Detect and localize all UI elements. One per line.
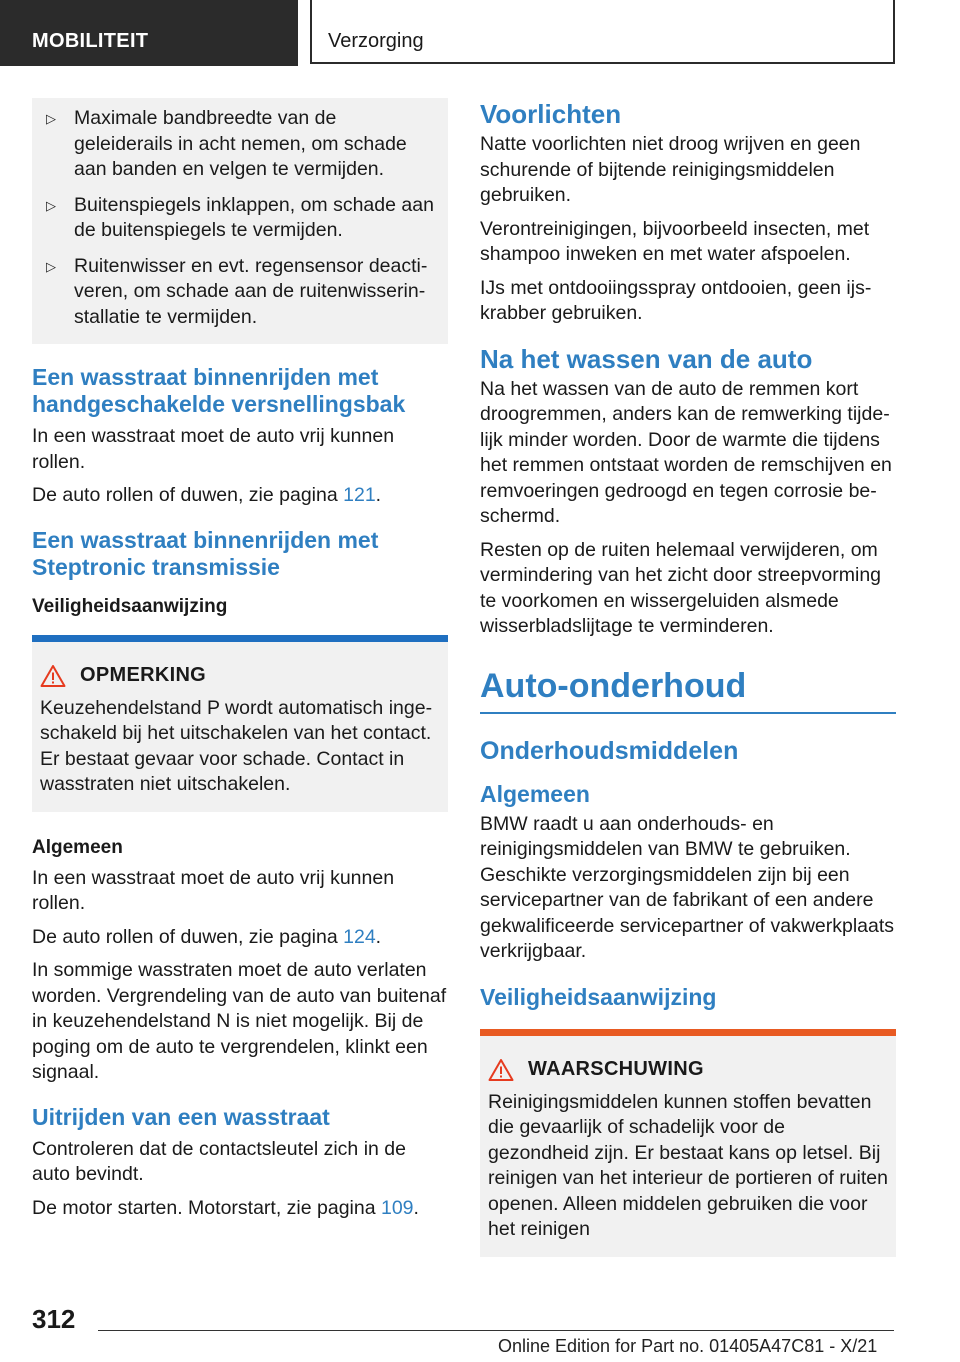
paragraph: Na het wassen van de auto de remmen kort droogremmen, anders kan de remwerking tijdelijk minder worden. Door de warmte die tijdens het remmen ontstaat worden de remschijven en remvoeringen gedroogd en tegen corrosie beschermd. xyxy=(480,377,892,527)
bullet-list xyxy=(32,98,448,344)
chapter-tab: Verzorging xyxy=(310,0,895,64)
warning-label: WAARSCHUWING xyxy=(528,1058,704,1080)
page-footer xyxy=(0,1290,960,1362)
paragraph: De motor starten. Motorstart, zie pagina 109. xyxy=(32,1196,419,1219)
heading-headlights: Voorlichten xyxy=(480,99,622,129)
list-item-text: Ruitenwisser en evt. regensensor deactiveren, om schade aan de ruitenwisserinstallatie te vermijden. xyxy=(74,254,428,328)
paragraph: Controleren dat de contactsleutel zich in de auto bevindt. xyxy=(32,1137,406,1185)
edition-text: Online Edition for Part no. 01405A47C81 - X/21 xyxy=(498,1336,878,1356)
page-header xyxy=(0,0,960,66)
paragraph: De auto rollen of duwen, zie pagina 121. xyxy=(32,484,382,506)
warning-text: Reinigingsmiddelen kunnen stoffen bevatten die gevaarlijk of schadelijk voor de gezondheid zijn. Er bestaat kans op letsel. Bij reinigen van het interieur de portieren of ruiten openen. Alleen middelen gebruiken die voor het reinigen xyxy=(488,1090,888,1240)
list-item xyxy=(46,254,434,331)
notice-label: OPMERKING xyxy=(80,664,207,686)
heading-general: Algemeen xyxy=(480,780,590,807)
right-column xyxy=(480,98,896,1281)
heading-safety: Veiligheidsaanwijzing xyxy=(32,595,228,617)
heading-steptronic: Een wasstraat binnenrijden met Steptronic transmissie xyxy=(32,526,379,580)
triangle-right-icon: ▷ xyxy=(46,111,56,126)
paragraph: Natte voorlichten niet droog wrijven en geen schurende of bijtende reinigingsmiddelen gebruiken. xyxy=(480,133,861,206)
warning-triangle-icon xyxy=(40,664,66,688)
notice-header xyxy=(32,642,448,696)
heading-care-products: Onderhoudsmiddelen xyxy=(480,736,739,765)
warning-triangle-icon xyxy=(488,1058,514,1082)
list-item-text: Maximale bandbreedte van de geleiderails in acht nemen, om schade aan banden en velgen te vermijden. xyxy=(74,107,407,180)
paragraph: In een wasstraat moet de auto vrij kunnen rollen. xyxy=(32,425,395,473)
triangle-right-icon: ▷ xyxy=(46,197,56,213)
left-column xyxy=(32,98,448,1229)
paragraph: IJs met ontdooiingsspray ontdooien, geen ijskrabber gebruiken. xyxy=(480,276,872,324)
heading-exit-carwash: Uitrijden van een wasstraat xyxy=(32,1103,330,1130)
page-link-121[interactable]: 121 xyxy=(343,484,376,506)
paragraph: BMW raadt u aan onderhouds- en reinigingsmiddelen van BMW te gebruiken. Geschikte verzorgingsmiddelen zijn bij een servicepartner van de fabrikant of een andere gekwalificeerde servicepartner of vakwerkplaats verkrijgbaar. xyxy=(480,812,895,962)
notice-bar xyxy=(32,635,448,642)
page-link-109[interactable]: 109 xyxy=(380,1196,414,1219)
paragraph: In sommige wasstraten moet de auto verlaten worden. Vergrendeling van de auto van buitenaf in keuzehendelstand N is niet mogelijk. Bij de poging om de auto te vergrendelen, klinkt een signaal. xyxy=(32,959,447,1083)
footer-divider xyxy=(98,1330,894,1331)
warning-bar xyxy=(480,1029,896,1036)
list-item xyxy=(46,106,434,183)
paragraph: De auto rollen of duwen, zie pagina 124. xyxy=(32,925,382,948)
warning-header xyxy=(480,1036,896,1090)
paragraph: Resten op de ruiten helemaal verwijderen, om vermindering van het zicht door streepvorming te voorkomen en wissergeluiden alsmede wisserbladslijtage te verminderen. xyxy=(480,538,882,637)
heading-manual-transmission: Een wasstraat binnenrijden met handgeschakelde versnellingsbak xyxy=(32,364,406,417)
notice-text: Keuzehendelstand P wordt automatisch ingeschakeld bij het uitschakelen van het contact. Er bestaat gevaar voor schade. Contact in wasstraten niet uitschakelen. xyxy=(40,696,433,795)
list-item-text: Buitenspiegels inklappen, om schade aan de buitenspiegels te vermijden. xyxy=(74,193,434,241)
list-item xyxy=(46,193,434,244)
paragraph: In een wasstraat moet de auto vrij kunnen rollen. xyxy=(32,866,395,914)
heading-car-care: Auto-onderhoud xyxy=(480,666,896,714)
section-tab: MOBILITEIT xyxy=(0,0,298,66)
heading-safety: Veiligheidsaanwijzing xyxy=(480,983,717,1010)
page-link-124[interactable]: 124 xyxy=(343,925,376,948)
warning-box xyxy=(480,1029,896,1257)
page-number: 312 xyxy=(32,1304,76,1334)
notice-box xyxy=(32,635,448,812)
heading-general: Algemeen xyxy=(32,836,123,858)
heading-after-wash: Na het wassen van de auto xyxy=(480,343,813,374)
triangle-right-icon: ▷ xyxy=(46,258,56,274)
paragraph: Verontreinigingen, bijvoorbeeld insecten, met shampoo inweken en met water afspoelen. xyxy=(480,217,870,265)
